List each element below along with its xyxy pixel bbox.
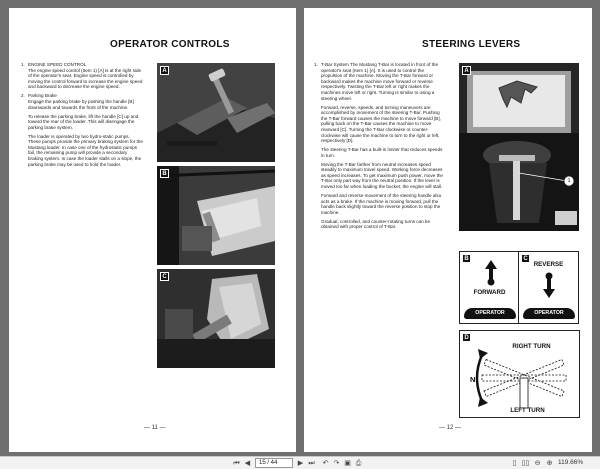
photo-b-parking-brake-engage <box>157 166 275 265</box>
decal-d-turning <box>459 330 580 418</box>
paragraph: Forward, reverse, speeds, and turning maneuvers are accomplished by movement of the steering T-Bar. Pushing the T-Bar forward causes the machine to move forward [B], pulling back on the T-Bar causes the machine to move rearward [C]. Turning the T-Bar clockwise or counter-clockwise will cause the machine to turn to the right or left, respectively [D]. <box>321 104 441 144</box>
decal-b-forward <box>459 251 520 324</box>
fit-page-icon[interactable]: ▣ <box>344 460 351 467</box>
viewer-toolbar <box>0 456 600 469</box>
decal-c-reverse <box>518 251 579 324</box>
list-item: 1. ENGINE SPEED CONTROL The engine speed control (Item 1) [A] is at the right side of the operator's seat. Engine speed is controlled by moving the control forward to increase the engine speed and backward to decrease the engine speed. <box>21 62 143 90</box>
previous-page-button[interactable]: ◀ <box>244 460 251 467</box>
page-12 <box>304 8 592 452</box>
photo-a-image <box>157 63 275 162</box>
photo-label-a: A <box>462 66 471 75</box>
page-number-input[interactable]: 15 / 44 <box>255 458 293 468</box>
next-page-button[interactable]: ▶ <box>297 460 304 467</box>
paragraph: The loader is operated by two hydro-static pumps. These pumps provide the primary braking system for the Mustang loader. In case one of the hydrostatic pumps fail, the remaining pump will provide a secondary braking system. In case the loader stalls on a slope, the parking brake may be used to hold the loader. <box>28 133 143 167</box>
arrow-up-icon <box>485 260 497 286</box>
zoom-out-icon[interactable]: ⊖ <box>534 460 541 467</box>
paragraph: To release the parking brake, lift the handle [C] up and toward the rear of the loader. This will disengage the parking brake system. <box>28 113 139 130</box>
callout-1: 1 <box>567 178 571 184</box>
photo-c-image <box>157 269 275 368</box>
photo-label-b: B <box>462 254 471 263</box>
forward-icon[interactable]: ↷ <box>333 460 340 467</box>
zoom-in-icon[interactable]: ⊕ <box>546 460 553 467</box>
decal-reverse-label: REVERSE <box>533 261 564 268</box>
page-title: STEERING LEVERS <box>422 39 521 50</box>
last-page-button[interactable]: ⏭ <box>308 460 315 467</box>
photo-label-b: B <box>160 169 169 178</box>
photo-a-image <box>459 63 579 231</box>
two-page-view-icon[interactable]: ▯▯ <box>521 460 530 467</box>
arrow-down-icon <box>543 272 555 298</box>
body-text <box>314 62 446 233</box>
left-turn-label: LEFT TURN <box>510 407 545 414</box>
single-page-view-icon[interactable]: ▯ <box>512 460 517 467</box>
operator-band: OPERATOR <box>464 308 516 319</box>
print-icon[interactable]: ⎙ <box>355 460 362 467</box>
list-item: 2. Parking Brake Engage the parking brake by pushing the handle [B] downwards and towards the front of the machine. <box>21 93 134 110</box>
paragraph: Forward and reverse movement of the steering handle also acts as a brake. If the machine is moving forward, pull the handle back slightly toward the reverse position to stop the machine. <box>321 193 442 215</box>
first-page-button[interactable]: ⏮ <box>233 460 240 467</box>
decal-forward-label: FORWARD <box>473 289 506 296</box>
page-number: — 12 — <box>439 425 462 431</box>
page-title: OPERATOR CONTROLS <box>110 39 230 50</box>
back-icon[interactable]: ↶ <box>322 460 329 467</box>
photo-b-image <box>157 166 275 265</box>
page-number: — 11 — <box>144 425 166 431</box>
paragraph: Gradual, controlled, and counter-rotating turns can be obtained with proper control of T-Bar. <box>321 218 431 230</box>
photo-a-engine-speed-control <box>157 63 275 162</box>
photo-label-a: A <box>160 66 169 75</box>
page-11 <box>9 8 296 452</box>
neutral-label: N <box>470 375 476 384</box>
photo-label-c: C <box>160 272 169 281</box>
right-turn-label: RIGHT TURN <box>512 343 551 350</box>
photo-c-parking-brake-release <box>157 269 275 368</box>
photo-a-t-bar <box>459 63 579 231</box>
photo-label-c: C <box>521 254 530 263</box>
body-text <box>21 62 143 171</box>
paragraph: Moving the T-Bar farther from neutral increases speed steadily to maximum travel speed. Working force decreases as speed increases. To get maximum push power, move the T-Bar only part way from the neutral position. If the lever is moved too far when loading the bucket, the engine will stall. <box>321 161 443 190</box>
zoom-level[interactable]: 119.66% <box>558 459 584 466</box>
operator-band: OPERATOR <box>523 308 575 319</box>
list-item: 1. T-Bar System The Mustang T-Bar is located in front of the operator's seat (Item 1) [A]. It is used to control the propulsion of the machine. Moving the T-Bar forward or backward makes the machine move forward or reverse respectively. Twisting the T-Bar left or right makes the machines move left or right. Turning is similar to using a steering wheel. <box>314 62 439 101</box>
photo-label-d: D <box>462 333 471 342</box>
paragraph: The steering T-Bar has a built-in limiter that reduces speeds in turn. <box>321 147 443 158</box>
